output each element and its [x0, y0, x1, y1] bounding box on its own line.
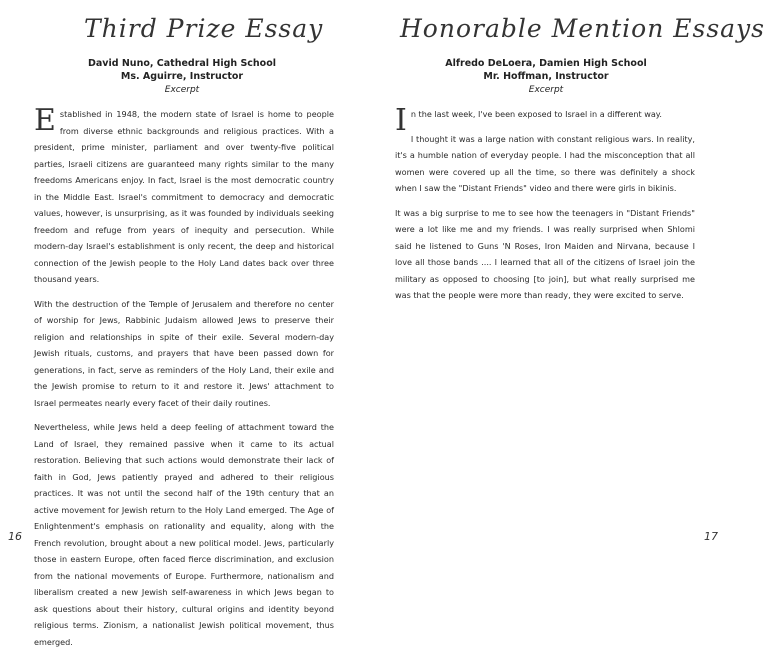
excerpt-label: Excerpt: [528, 85, 564, 95]
left-page: [0, 0, 364, 647]
paragraph: With the destruction of the Temple of Jerusalem and therefore no center of worship for Jews, Rabbinic Judaism allowed Jews to preserve their religion and relationships in spite of their exile. Several modern-day Jewish rituals, customs, and prayers that have been passed down for generations, in fact, serve as reminders of the Holy Land, their exile and the Jewish promise to return to it and restore it. Jews' attachment to Israel permeates nearly every facet of their daily routines.: [34, 298, 334, 408]
drop-cap: I: [395, 103, 407, 138]
page-number: 17: [704, 530, 718, 543]
paragraph: Established in 1948, the modern state of Israel is home to people from diverse ethnic backgrounds and religious practices. With a president, prime minister, parliament and over twenty-five political parties, Israeli citizens are guaranteed many rights similar to the many freedoms Americans enjoy. In fact, Israel is the most democratic country in the Middle East. Israel's commitment to democracy and democratic values, however, is unsurprising, as it was founded by individuals seeking freedom and refuge from years of inequity and persecution. While modern-day Israel's establishment is only recent, the deep and historical connection of the Jewish people to the Holy Land dates back over three thousand years.: [34, 103, 334, 284]
author-line: David Nuno, Cathedral High School: [88, 58, 276, 69]
essay-body: [395, 103, 695, 312]
drop-cap: E: [34, 103, 56, 138]
section-heading: Honorable Mention Essays: [400, 14, 765, 43]
essay-body: [34, 103, 334, 658]
page-number: 16: [8, 530, 22, 543]
author-line: Alfredo DeLoera, Damien High School: [445, 58, 647, 69]
excerpt-label: Excerpt: [164, 85, 200, 95]
paragraph: I thought it was a large nation with constant religious wars. In reality, it's a humble nation of everyday people. I had the misconception that all women were covered up all the time, so there was definitely a shock when I saw the "Distant Friends" video and there were girls in bikinis.: [395, 133, 695, 193]
right-page: [364, 0, 765, 563]
paragraph: Nevertheless, while Jews held a deep feeling of attachment toward the Land of Israel, they remained passive when it came to its actual restoration. Believing that such actions would demonstrate their lack of faith in God, Jews patiently prayed and adhered to their religious practices. It was not until the second half of the 19th century that an active movement for Jewish return to the Holy Land emerged. The Age of Enlightenment's emphasis on rationality and equality, along with the French revolution, brought about a new political model. Jews, particularly those in eastern Europe, often faced fierce discrimination, and exclusion from the national movements of Europe. Furthermore, nationalism and liberalism created a new Jewish self-awareness in which Jews began to ask questions about their history, cultural origins and identity beyond religious terms. Zionism, a nationalist Jewish political movement, thus emerged.: [34, 422, 334, 647]
instructor-line: Mr. Hoffman, Instructor: [483, 71, 609, 82]
paragraph: In the last week, I've been exposed to Israel in a different way.: [395, 103, 662, 138]
byline: [364, 57, 728, 97]
paragraph: It was a big surprise to me to see how the teenagers in "Distant Friends" were a lot like me and my friends. I was really surprised when Shlomi said he listened to Guns 'N Roses, Iron Maiden and Nirvana, because I love all those bands .... I learned that all of the citizens of Israel join the military as opposed to choosing [to join], but what really surprised me was that the people were more than ready, they were excited to serve.: [395, 207, 695, 300]
byline: [0, 57, 364, 97]
instructor-line: Ms. Aguirre, Instructor: [120, 71, 244, 82]
section-heading: Third Prize Essay: [84, 14, 324, 43]
